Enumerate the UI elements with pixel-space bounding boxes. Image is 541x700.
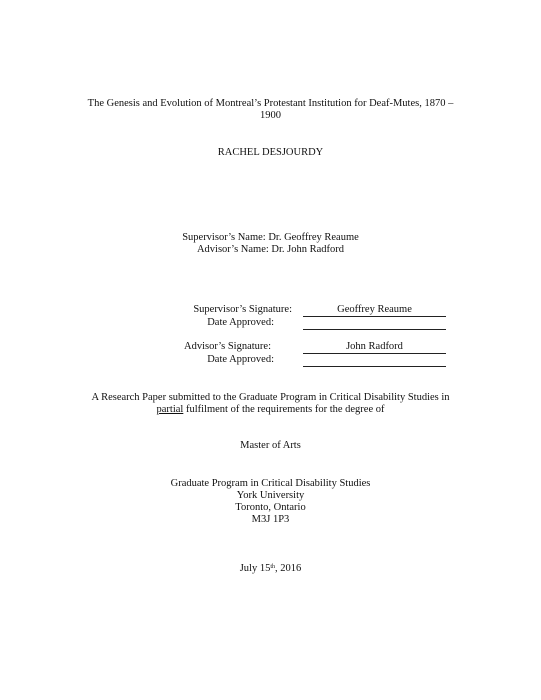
university-name: York University [236, 490, 305, 501]
supervisor-signature-line [303, 304, 446, 317]
submission-statement [0, 392, 541, 416]
supervisor-date-label: Date Approved: [207, 317, 274, 328]
date-year: , 2016 [275, 563, 302, 574]
advisor-date-line [303, 354, 446, 367]
paper-title-line-2: 1900 [260, 110, 281, 121]
supervisor-date-line [303, 317, 446, 330]
degree-name: Master of Arts [240, 440, 301, 451]
supervision-block [0, 232, 541, 256]
date-ordinal-suffix: th [270, 564, 276, 570]
advisor-signature-label: Advisor’s Signature: [183, 341, 271, 352]
submission-line-2-rest: fulfilment of the requirements for the degree of [183, 404, 385, 415]
city-name: Toronto, Ontario [235, 502, 306, 513]
advisor-date-label: Date Approved: [207, 354, 274, 365]
supervisor-signature-label: Supervisor’s Signature: [193, 304, 292, 315]
advisor-signature-row [0, 341, 541, 354]
supervisor-signature-value: Geoffrey Reaume [337, 304, 412, 315]
submission-line-2 [0, 404, 541, 416]
author-name: RACHEL DESJOURDY [217, 147, 324, 158]
institution-block [0, 478, 541, 526]
advisor-signature-value: John Radford [346, 341, 403, 352]
supervisor-name: Supervisor’s Name: Dr. Geoffrey Reaume [182, 232, 359, 243]
partial-word: partial [156, 404, 184, 415]
submission-date [0, 563, 541, 575]
postal-code: M3J 1P3 [251, 514, 290, 525]
program-name: Graduate Program in Critical Disability Studies [170, 478, 371, 489]
advisor-date-row [0, 354, 541, 367]
paper-title-line-1: The Genesis and Evolution of Montreal’s Protestant Institution for Deaf-Mutes, 1870 – [87, 98, 454, 109]
advisor-name: Advisor’s Name: Dr. John Radford [196, 244, 345, 255]
supervisor-date-row [0, 317, 541, 330]
submission-line-1: A Research Paper submitted to the Graduate Program in Critical Disability Studies in [91, 392, 450, 403]
paper-title [0, 98, 541, 122]
date-month-day: July 15 [239, 563, 271, 574]
advisor-signature-line [303, 341, 446, 354]
supervisor-signature-row [0, 304, 541, 317]
